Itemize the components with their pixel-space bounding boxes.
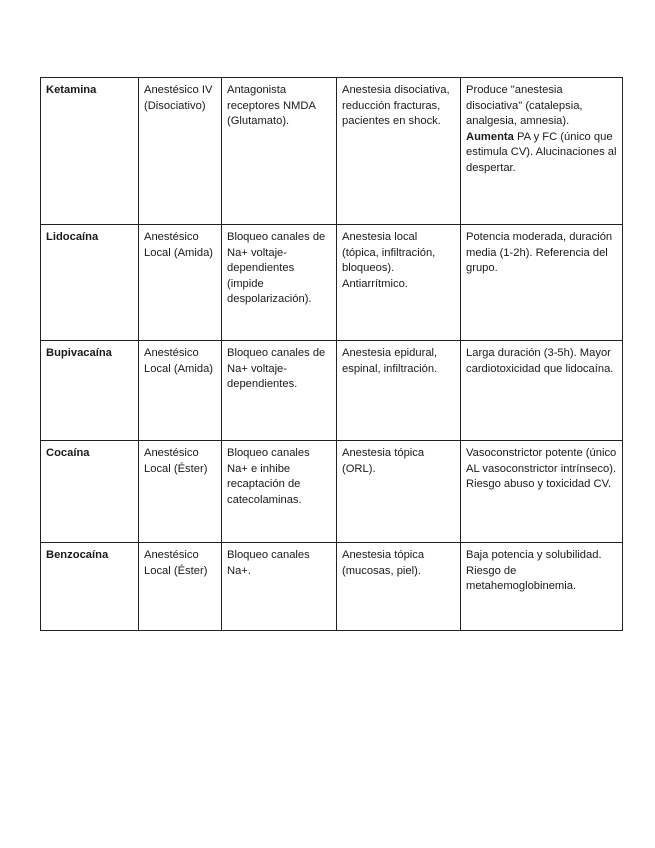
use-cell: Anestesia disociativa, reducción fracturas, pacientes en shock. — [337, 78, 461, 225]
table-row — [41, 441, 623, 543]
notes-cell: Larga duración (3-5h). Mayor cardiotoxicidad que lidocaína. — [461, 341, 623, 441]
drug-name-cell — [41, 225, 139, 341]
drug-type-cell: Anestésico Local (Éster) — [139, 441, 222, 543]
drug-name: Cocaína — [46, 447, 90, 459]
notes-cell — [461, 78, 623, 225]
drug-name-cell — [41, 543, 139, 631]
table-row — [41, 78, 623, 225]
notes-cell: Potencia moderada, duración media (1-2h). Referencia del grupo. — [461, 225, 623, 341]
notes-bold-text: Aumenta — [466, 130, 514, 143]
mechanism-cell: Bloqueo canales Na+. — [222, 543, 337, 631]
notes-cell: Vasoconstrictor potente (único AL vasoconstrictor intrínseco). Riesgo abuso y toxicidad CV. — [461, 441, 623, 543]
drug-type-cell: Anestésico Local (Éster) — [139, 543, 222, 631]
notes-text: PA y FC (único que estimula CV). Alucinaciones al despertar. — [466, 130, 617, 174]
mechanism-cell: Bloqueo canales de Na+ voltaje-dependientes. — [222, 341, 337, 441]
drug-name-cell — [41, 341, 139, 441]
table-row — [41, 341, 623, 441]
mechanism-cell: Antagonista receptores NMDA (Glutamato). — [222, 78, 337, 225]
drug-name-cell — [41, 78, 139, 225]
notes-cell: Baja potencia y solubilidad. Riesgo de metahemoglobinemia. — [461, 543, 623, 631]
drug-name: Ketamina — [46, 84, 97, 96]
drug-table — [40, 77, 623, 631]
mechanism-cell: Bloqueo canales de Na+ voltaje-dependientes (impide despolarización). — [222, 225, 337, 341]
mechanism-cell: Bloqueo canales Na+ e inhibe recaptación de catecolaminas. — [222, 441, 337, 543]
drug-name: Lidocaína — [46, 231, 99, 243]
use-cell: Anestesia tópica (mucosas, piel). — [337, 543, 461, 631]
use-cell: Anestesia local (tópica, infiltración, bloqueos). Antiarrítmico. — [337, 225, 461, 341]
drug-type-cell: Anestésico Local (Amida) — [139, 225, 222, 341]
drug-type-cell: Anestésico IV (Disociativo) — [139, 78, 222, 225]
drug-type-cell: Anestésico Local (Amida) — [139, 341, 222, 441]
use-cell: Anestesia tópica (ORL). — [337, 441, 461, 543]
drug-name-cell — [41, 441, 139, 543]
table-row — [41, 225, 623, 341]
use-cell: Anestesia epidural, espinal, infiltración. — [337, 341, 461, 441]
notes-text: Produce "anestesia disociativa" (catalepsia, analgesia, amnesia). — [466, 84, 583, 128]
drug-name: Bupivacaína — [46, 347, 112, 359]
table-row — [41, 543, 623, 631]
drug-name: Benzocaína — [46, 549, 109, 561]
